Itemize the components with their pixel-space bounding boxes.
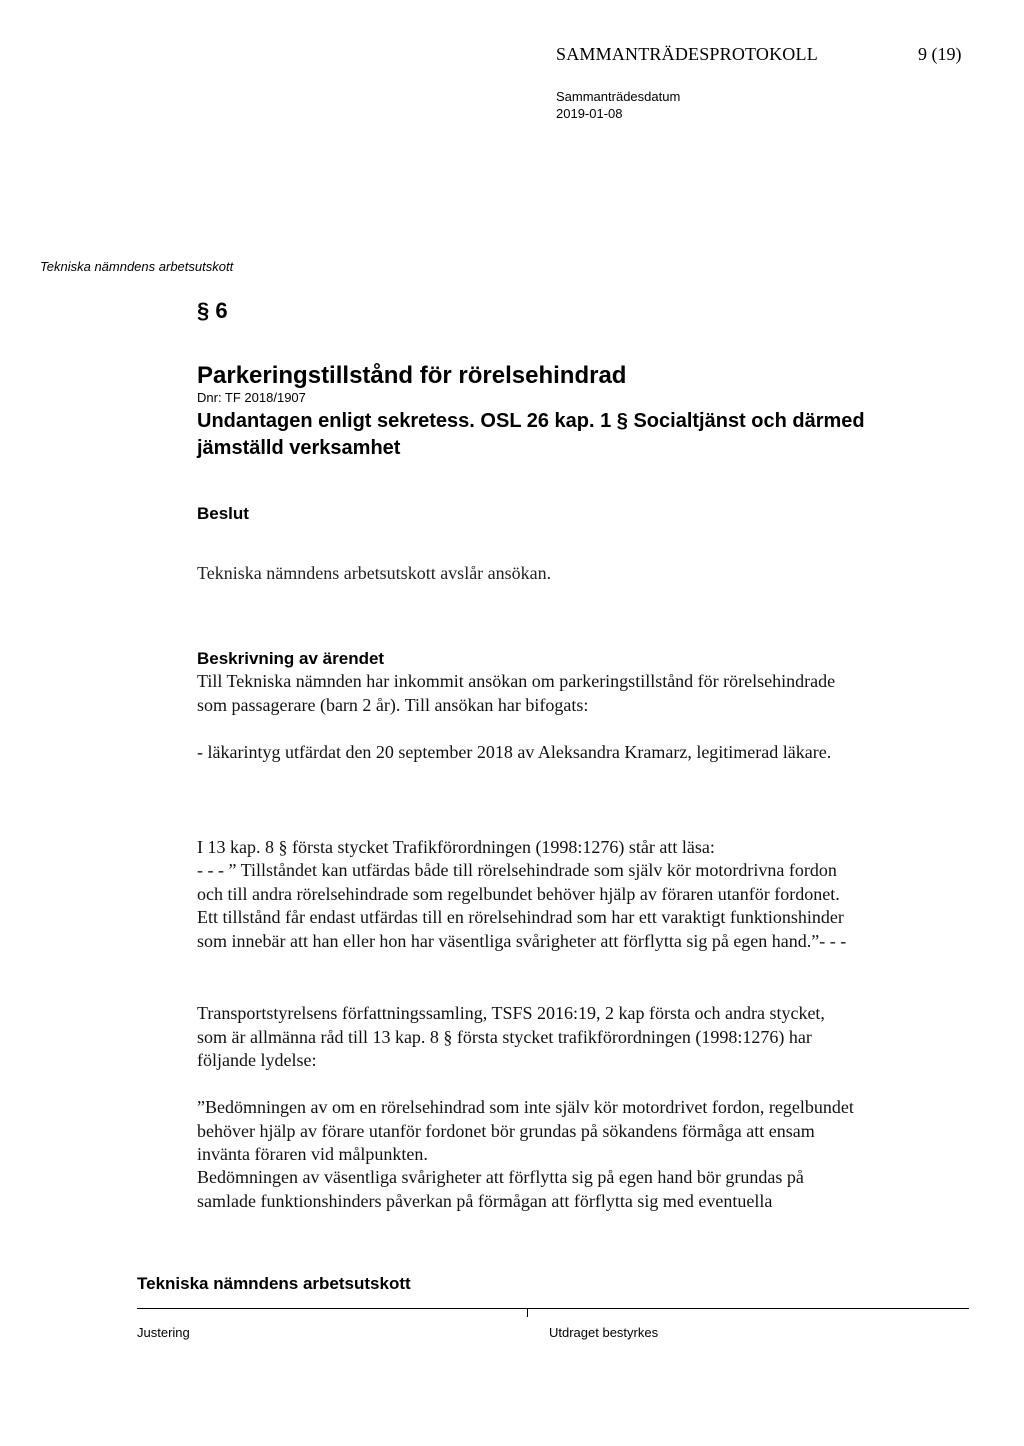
description-paragraph-5: Transportstyrelsens författningssamling, TSFS 2016:19, 2 kap första och andra stycket, som är allmänna råd till 13 kap. 8 § första stycket trafikförordningen (1998:1276) har följande lydelse:	[197, 1003, 825, 1071]
description-paragraph-2: - läkarintyg utfärdat den 20 september 2018 av Aleksandra Kramarz, legitimerad läkare.	[197, 742, 832, 762]
paragraph-number: § 6	[197, 298, 228, 323]
description-paragraph-3: I 13 kap. 8 § första stycket Trafikförordningen (1998:1276) står att läsa:	[197, 837, 715, 857]
footer-organisation: Tekniska nämndens arbetsutskott	[137, 1274, 411, 1293]
item-title: Parkeringstillstånd för rörelsehindrad	[197, 362, 627, 389]
description-quote: - - - ” Tillståndet kan utfärdas både till rörelsehindrade som själv kör motordrivna fordon och till andra rörelsehindrade som regelbundet behöver hjälp av föraren utanför fordonet. Ett tillstånd får endast utfärdas till en rörelsehindrad som har ett varaktigt funktionshinder som innebär att han eller hon har väsentliga svårigheter att förflytta sig på egen hand.”- - -	[197, 860, 847, 951]
meeting-date: 2019-01-08	[556, 106, 623, 121]
page-number: 9 (19)	[918, 44, 962, 64]
item-dnr: Dnr: TF 2018/1907	[197, 390, 306, 405]
description-heading: Beskrivning av ärendet	[197, 649, 385, 668]
protocol-title: SAMMANTRÄDESPROTOKOLL	[556, 44, 818, 64]
meeting-date-label: Sammanträdesdatum	[556, 89, 681, 104]
description-quote-3: Bedömningen av väsentliga svårigheter att förflytta sig på egen hand bör grundas på samlade funktionshinders påverkan på förmågan att förflytta sig med eventuella	[197, 1167, 804, 1211]
description-paragraph-1: Till Tekniska nämnden har inkommit ansökan om parkeringstillstånd för rörelsehindrade som passagerare (barn 2 år). Till ansökan har bifogats:	[197, 671, 836, 715]
committee-name: Tekniska nämndens arbetsutskott	[40, 259, 234, 274]
justering-label: Justering	[137, 1325, 190, 1340]
footer-divider-tick	[527, 1308, 528, 1317]
description-quote-2: ”Bedömningen av om en rörelsehindrad som inte själv kör motordrivet fordon, regelbundet behöver hjälp av förare utanför fordonet bör grundas på sökandens förmåga att ensam invänta föraren vid målpunkten.	[197, 1097, 854, 1165]
footer-divider	[137, 1308, 969, 1309]
decision-text: Tekniska nämndens arbetsutskott avslår ansökan.	[197, 563, 552, 583]
secrecy-notice: Undantagen enligt sekretess. OSL 26 kap. 1 § Socialtjänst och därmed jämställd verksamhet	[197, 410, 865, 459]
decision-heading: Beslut	[197, 504, 249, 523]
utdraget-label: Utdraget bestyrkes	[549, 1325, 659, 1340]
